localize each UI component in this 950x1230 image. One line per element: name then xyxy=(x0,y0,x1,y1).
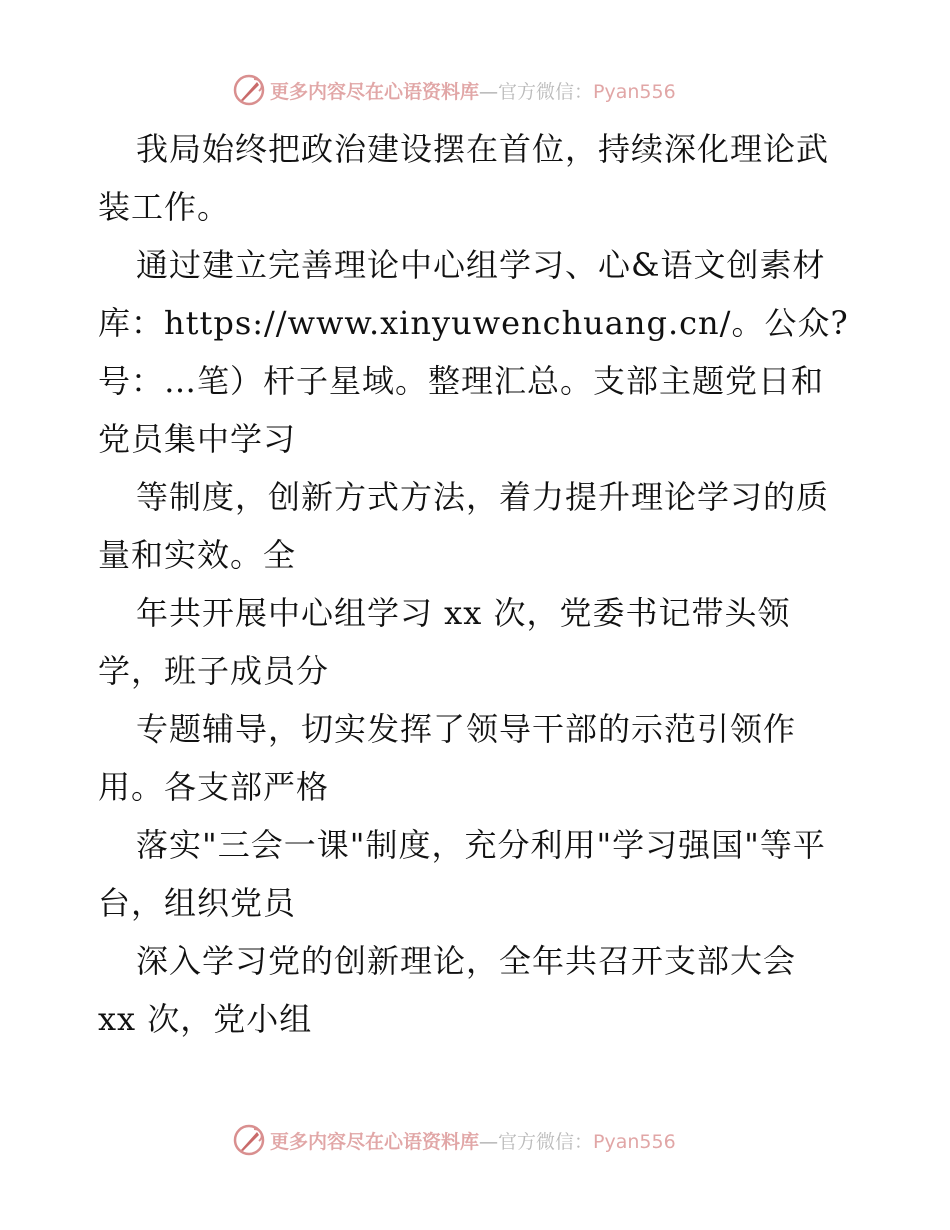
document-body xyxy=(98,120,858,1048)
text-line: 通过建立完善理论中心组学习、心&语文创素材 xyxy=(136,246,826,284)
watermark-header xyxy=(232,70,722,110)
text-line: 用。各支部严格 xyxy=(98,768,330,806)
quill-logo-icon xyxy=(232,73,266,107)
watermark-main-text: 更多内容尽在心语资料库 xyxy=(270,1130,480,1153)
text-line: 深入学习党的创新理论，全年共召开支部大会 xyxy=(136,942,797,980)
watermark-text xyxy=(270,77,676,104)
quill-logo-icon xyxy=(232,1123,266,1157)
text-line: 落实"三会一课"制度，充分利用"学习强国"等平 xyxy=(136,826,826,864)
text-line: 我局始终把政治建设摆在首位，持续深化理论武 xyxy=(136,130,830,168)
watermark-footer xyxy=(232,1120,722,1160)
text-line: 量和实效。全 xyxy=(98,536,297,574)
text-line: 学，班子成员分 xyxy=(98,652,330,690)
watermark-separator: — xyxy=(479,1130,499,1153)
watermark-separator: — xyxy=(479,80,499,103)
text-line: 党员集中学习 xyxy=(98,420,297,458)
text-line: 装工作。 xyxy=(98,188,231,226)
watermark-id-text: Pyan556 xyxy=(593,80,676,103)
text-line: xx 次，党小组 xyxy=(98,1000,313,1038)
text-line: 年共开展中心组学习 xx 次，党委书记带头领 xyxy=(136,594,791,632)
text-line: 库：https://www.xinyuwenchuang.cn/。公众? xyxy=(98,304,849,342)
watermark-sub-text: 官方微信： xyxy=(498,80,594,103)
watermark-id-text: Pyan556 xyxy=(593,1130,676,1153)
watermark-main-text: 更多内容尽在心语资料库 xyxy=(270,80,480,103)
watermark-text xyxy=(270,1127,676,1154)
text-line: 等制度，创新方式方法，着力提升理论学习的质 xyxy=(136,478,830,516)
watermark-sub-text: 官方微信： xyxy=(498,1130,594,1153)
text-line: 台，组织党员 xyxy=(98,884,297,922)
text-line: 专题辅导，切实发挥了领导干部的示范引领作 xyxy=(136,710,797,748)
text-line: 号：…笔）杆子星域。整理汇总。支部主题党日和 xyxy=(98,362,825,400)
